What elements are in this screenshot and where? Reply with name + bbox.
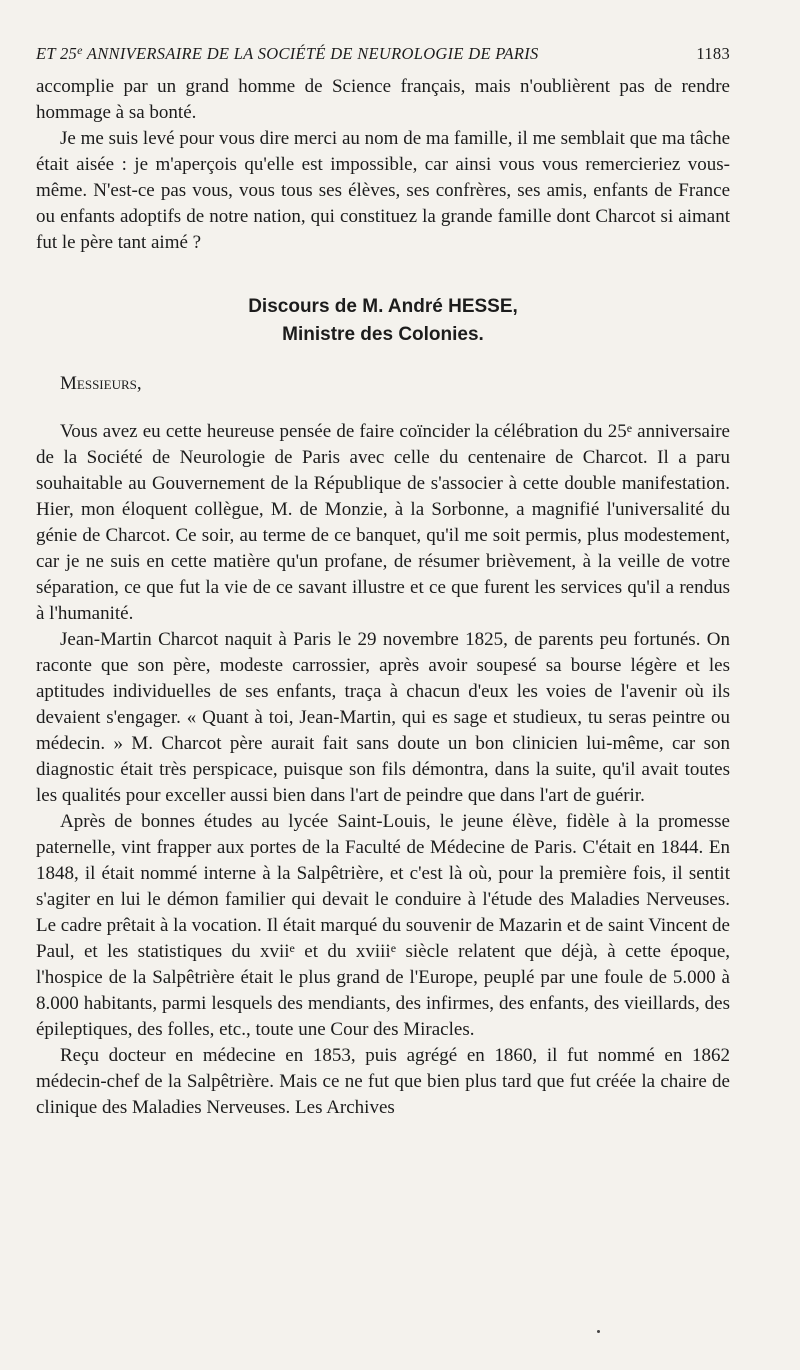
page-number: 1183 xyxy=(696,44,730,63)
speech-subheading: Ministre des Colonies. xyxy=(282,324,484,345)
salutation: Messieurs, xyxy=(60,373,142,394)
paragraph-speech-intro: Vous avez eu cette heureuse pensée de faire coïncider la célébration du 25e anniversaire de la Société de Neurologie de Paris avec celle du centenaire de Charcot. Il a paru souhaitable au Gouvernement de la République de s'associer à cette double manifestation. Hier, mon éloquent collègue, M. de Monzie, à la Sorbonne, a magnifié l'universalité du génie de Charcot. Ce soir, au terme de ce banquet, qu'il me soit permis, plus modestement, car je ne suis en cette matière qu'un profane, de résumer brièvement, à la veille de votre séparation, ce que fut la vie de ce savant illustre et ce que furent les services qu'il a rendus à l'humanité. xyxy=(36,421,730,624)
paragraph-studies: Après de bonnes études au lycée Saint-Louis, le jeune élève, fidèle à la promesse paternelle, vint frapper aux portes de la Faculté de Médecine de Paris. C'était en 1844. En 1848, il était nommé interne à la Salpêtrière, et c'est là où, pour la première fois, il sentit s'agiter en lui le démon familier qui devait le conduire à l'étude des Maladies Nerveuses. Le cadre prêtait à la vocation. Il était marqué du souvenir de Mazarin et de saint Vincent de Paul, et les statistiques du xvii$^e$ et du xviii$^e$ siècle relatent que déjà, à cette époque, l'hospice de la Salpêtrière était le plus grand de l'Europe, peuplé par une foule de 5.000 à 8.000 habitants, parmi lesquels des mendiants, des infirmes, des enfants, des vieillards, des épileptiques, des folles, etc., toute une Cour des Miracles. xyxy=(36,811,730,1040)
paragraph-continuation: accomplie par un grand homme de Science français, mais n'oublièrent pas de rendre hommage à sa bonté. xyxy=(36,76,730,123)
print-speck xyxy=(597,1330,600,1333)
paragraph-thanks: Je me suis levé pour vous dire merci au nom de ma famille, il me semblait que ma tâche était aisée : je m'aperçois qu'elle est impossible, car ainsi vous vous remercieriez vous-même. N'est-ce pas vous, vous tous ses élèves, ses confrères, ses amis, enfants de France ou enfants adoptifs de notre nation, qui constituez la grande famille dont Charcot si aimant fut le père tant aimé ? xyxy=(36,128,730,253)
paragraph-career: Reçu docteur en médecine en 1853, puis agrégé en 1860, il fut nommé en 1862 médecin-chef de la Salpêtrière. Mais ce ne fut que bien plus tard que fut créée la chaire de clinique des Maladies Nerveuses. Les Archives xyxy=(36,1045,730,1118)
running-head xyxy=(36,44,730,74)
running-head-title: ET 25e ANNIVERSAIRE DE LA SOCIÉTÉ DE NEUROLOGIE DE PARIS xyxy=(36,43,539,63)
speech-heading: Discours de M. André HESSE, xyxy=(248,296,518,317)
journal-page xyxy=(36,44,730,1121)
paragraph-birth: Jean-Martin Charcot naquit à Paris le 29 novembre 1825, de parents peu fortunés. On raconte que son père, modeste carrossier, après avoir soupesé sa bourse légère et les aptitudes individuelles de ses enfants, traça à chacun d'eux les voies de l'avenir où ils devaient s'engager. « Quant à toi, Jean-Martin, qui es sage et studieux, tu seras peintre ou médecin. » M. Charcot père aurait fait sans doute un bon clinicien lui-même, car son diagnostic était très perspicace, puisque son fils démontra, dans la suite, qu'il avait toutes les qualités pour exceller aussi bien dans l'art de peindre que dans l'art de guérir. xyxy=(36,629,730,806)
